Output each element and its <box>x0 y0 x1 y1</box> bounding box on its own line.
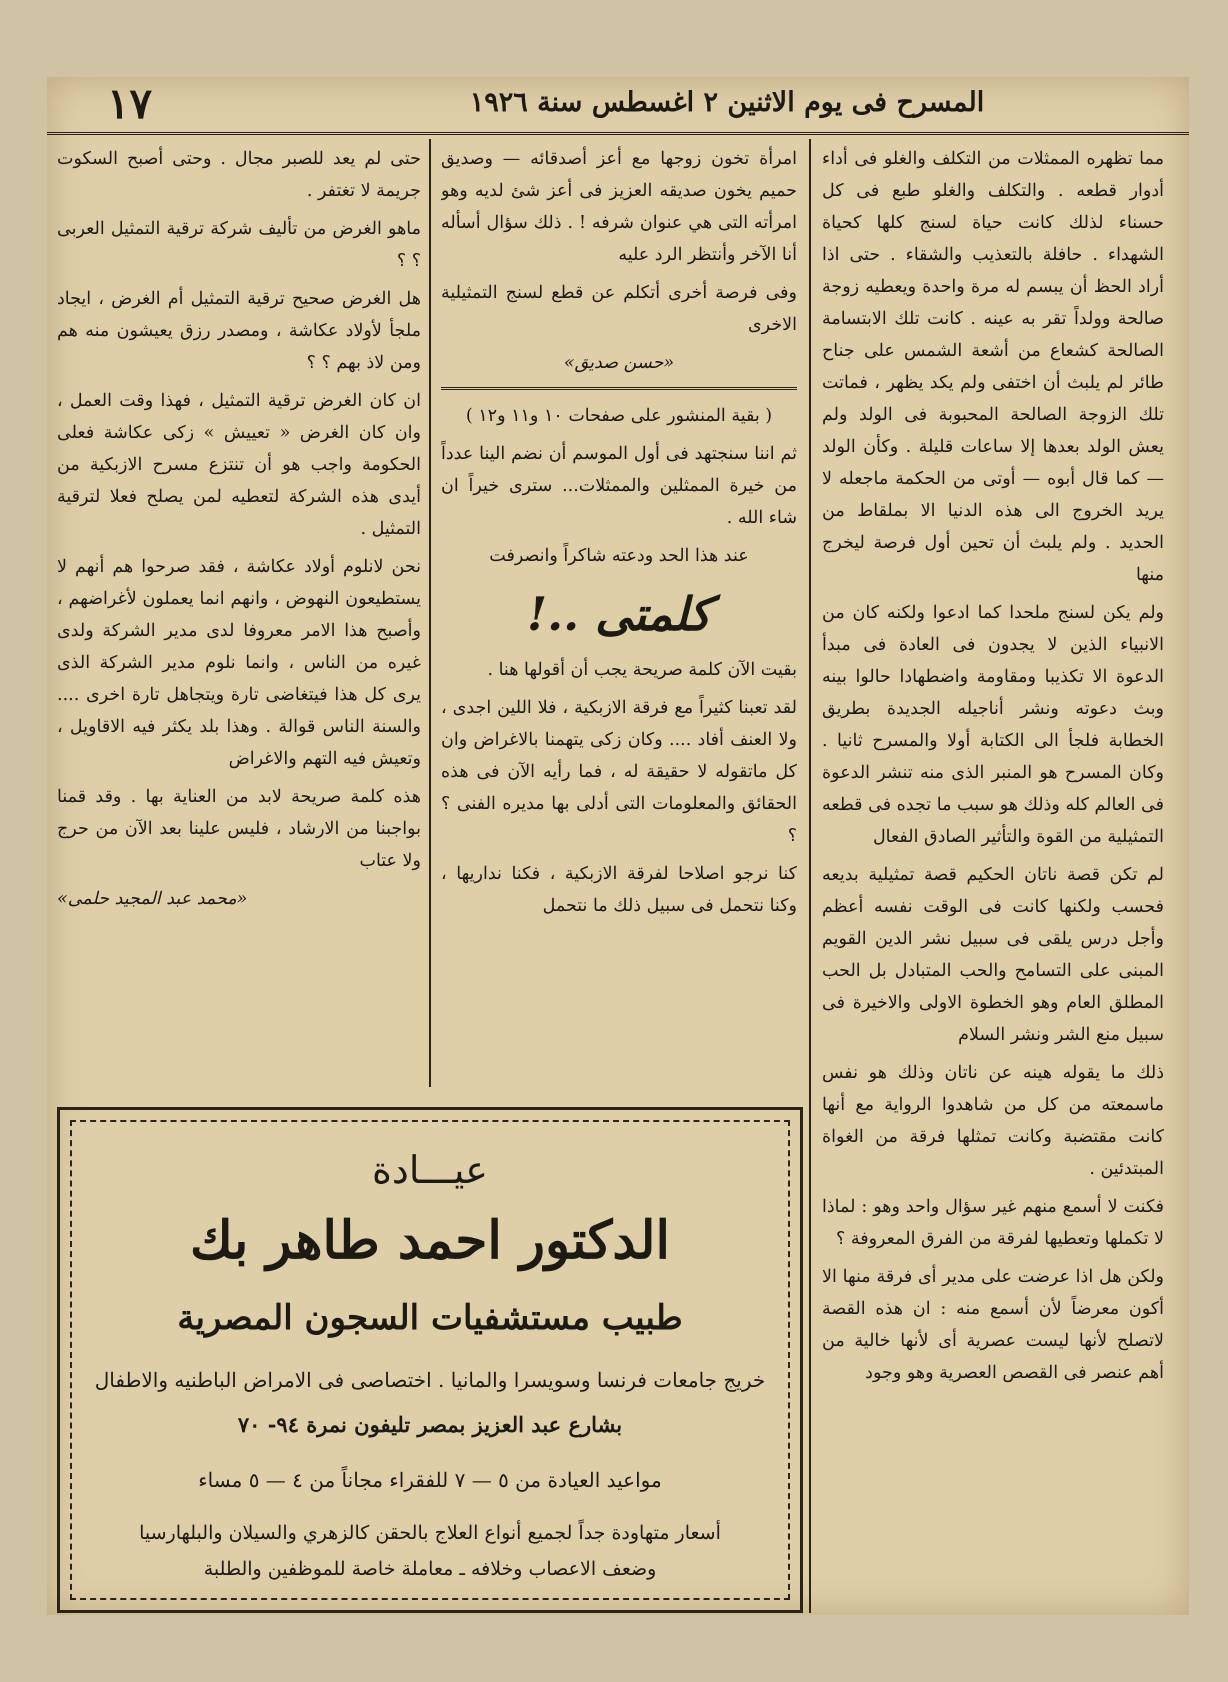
article-paragraph: مما تظهره الممثلات من التكلف والغلو فى أداء أدوار قطعه . والتكلف والغلو طبع فى كل حسناء لذلك كانت حياة لسنج كلها كحياة الشهداء . حافلة بالتعذيب والشقاء . حتى اذا أراد الحظ أن يبسم له مرة واحدة ويعطيه زوجة صالحة وولداً تقر به عينه . كانت تلك الابتسامة الصالحة كشعاع من أشعة الشمس على جناح طائر لم يلبث أن اختفى ولم يكد يظهر ، فماتت تلك الزوجة الصالحة المحبوبة فى الولد ولم يعش الولد بعدها إلا ساعات قليلة . وكأن الولد — كما قال أبوه — أوتى من الحكمة ماجعله لا يريد الخروج الى هذه الدنيا الا بملقاط من الحديد . ولم يلبث أن تحين أول فرصة ليخرج منها <box>822 149 1164 585</box>
article-paragraph: هل الغرض صحيح ترقية التمثيل أم الغرض ، ايجاد ملجأ لأولاد عكاشة ، ومصدر رزق يعيشون منه هم ومن لاذ بهم ؟ ؟ <box>57 289 421 373</box>
article-paragraph: وفى فرصة أخرى أتكلم عن قطع لسنج التمثيلية الاخرى <box>441 283 797 335</box>
ad-qualifications: خريج جامعات فرنسا وسويسرا والمانيا . اختصاصى فى الامراض الباطنيه والاطفال <box>94 1368 766 1392</box>
article-paragraph: لم تكن قصة ناتان الحكيم قصة تمثيلية بديعه فحسب ولكنها كانت فى الوقت نفسه أعظم وأجل درس يلقى فى سبيل نشر الدين القويم المبنى على التسامح والحب المتبادل بل الحب المطلق العام وهو الخطوة الاولى والاخيرة فى سبيل منع الشر ونشر السلام <box>822 865 1164 1045</box>
article-paragraph: ماهو الغرض من تأليف شركة ترقية التمثيل العربى ؟ ؟ <box>57 219 421 271</box>
article-paragraph: عند هذا الحد ودعته شاكراً وانصرفت <box>489 546 749 566</box>
ad-special-terms: وضعف الاعصاب وخلافه ـ معاملة خاصة للموظفين والطلبة <box>203 1558 657 1580</box>
column-divider-left <box>429 139 431 1087</box>
article-paragraph: لقد تعبنا كثيراً مع فرقة الازبكية ، فلا اللين اجدى ، ولا العنف أفاد .... وكان زكى يتهمنا بالاغراض وان كل ماتقوله لا حقيقة له ، فما رأيه الآن فى هذه الحقائق والمعلومات التى أدلى بها مديره الفنى ؟ ؟ <box>441 698 797 846</box>
page-title: المسرح فى يوم الاثنين ٢ اغسطس سنة ١٩٢٦ <box>469 87 985 118</box>
article-paragraph: ولكن هل اذا عرضت على مدير أى فرقة منها الا أكون معرضاً لأن أسمع منه : ان هذه القصة لاتصلح لأنها ليست عصرية أى لأنها خالية من أهم عنصر فى القصص العصرية وهو وجود <box>822 1267 1164 1383</box>
ad-prices: أسعار متهاودة جداً لجميع أنواع العلاج بالحقن كالزهري والسيلان والبلهارسيا <box>139 1522 721 1544</box>
ad-address: بشارع عبد العزيز بمصر تليفون نمرة ٩٤- ٧٠ <box>237 1412 623 1437</box>
author-signature: «محمد عبد المجيد حلمى» <box>57 889 248 909</box>
author-signature: «حسن صديق» <box>563 353 675 373</box>
article-paragraph: امرأة تخون زوجها مع أعز أصدقائه — وصديق حميم يخون صديقه العزيز فى أعز شئ لديه وهو امرأته التى هي عنوان شرفه ! . ذلك سؤال أسأله أنا الآخر وأنتظر الرد عليه <box>441 149 797 265</box>
article-paragraph: ثم اننا سنجتهد فى أول الموسم أن نضم الينا عدداً من خيرة الممثلين والممثلات... سترى خيراً ان شاء الله . <box>441 444 797 528</box>
column-divider-right <box>809 139 811 1613</box>
continuation-note: ( بقية المنشور على صفحات ١٠ و١١ و١٢ ) <box>465 406 773 426</box>
section-heading: كلمتى ..! <box>526 587 712 641</box>
article-paragraph: بقيت الآن كلمة صريحة يجب أن أقولها هنا . <box>487 660 797 680</box>
right-column <box>822 143 1164 1609</box>
newspaper-page <box>47 77 1189 1615</box>
article-paragraph: فكنت لا أسمع منهم غير سؤال واحد وهو : لماذا لا تكملها وتعطيها لفرقة من الفرق المعروفة ؟ <box>822 1197 1164 1249</box>
article-paragraph: ان كان الغرض ترقية التمثيل ، فهذا وقت العمل ، وان كان الغرض « تعييش » زكى عكاشة فعلى الحكومة واجب هو أن تنتزع مسرح الازبكية من أيدى هذه الشركة لتعطيه لمن يصلح فعلا لترقية التمثيل . <box>57 391 421 539</box>
ad-hours: مواعيد العيادة من ٥ — ٧ للفقراء مجاناً من ٤ — ٥ مساء <box>198 1468 662 1492</box>
section-divider <box>441 387 797 390</box>
article-paragraph: نحن لانلوم أولاد عكاشة ، فقد صرحوا هم أنهم لا يستطيعون النهوض ، وانهم انما يعملون لأغراضهم ، وأصبح هذا الامر معروفا لدى مدير الشركة ولدى غيره من الناس ، وانما نلوم مدير الشركة الذى يرى كل هذا فيتغاضى تارة ويتجاهل تارة اخرى .... والسنة الناس قوالة . وهذا بلد يكثر فيه الاقاويل ، وتعيش فيه التهم والاغراض <box>57 557 421 769</box>
ad-clinic-label: عيـــادة <box>372 1148 488 1192</box>
left-column <box>57 143 421 1091</box>
article-paragraph: حتى لم يعد للصبر مجال . وحتى أصبح السكوت جريمة لا تغتفر . <box>57 149 421 201</box>
article-paragraph: ولم يكن لسنج ملحدا كما ادعوا ولكنه كان من الانبياء الذين لا يجدون فى العادة فى مبدأ الدعوة الا تكذيبا ومقاومة واضطهادا حالوا بينه وبث دعوته ونشر أناجيله الجديدة بطريق الخطابة فلجأ الى الكتابة أولا والمسرح ثانيا . وكان المسرح هو المنبر الذى منه تنشر الدعوة فى العالم كله وذلك هو سبب ما تجده فى قطعه التمثيلية من القوة والتأثير الصادق الفعال <box>822 603 1164 847</box>
middle-column <box>441 143 797 1091</box>
article-paragraph: ذلك ما يقوله هينه عن ناتان وذلك هو نفس ماسمعته من كل من شاهدوا الرواية مع أنها كانت مقتضبة وكانت تمثلها فرقة من الغواة المبتدئين . <box>822 1063 1164 1179</box>
ad-doctor-name: الدكتور احمد طاهر بك <box>190 1210 670 1271</box>
page-number: ١٧ <box>107 79 153 128</box>
ad-doctor-title: طبيب مستشفيات السجون المصرية <box>177 1298 683 1338</box>
article-paragraph: هذه كلمة صريحة لابد من العناية بها . وقد قمنا بواجبنا من الارشاد ، فليس علينا بعد الآن من حرج ولا عتاب <box>57 787 421 871</box>
article-paragraph: كنا نرجو اصلاحا لفرقة الازبكية ، فكنا نداريها ، وكنا نتحمل فى سبيل ذلك ما نتحمل <box>441 864 797 916</box>
page-header <box>47 77 1189 135</box>
clinic-advertisement <box>57 1107 803 1613</box>
